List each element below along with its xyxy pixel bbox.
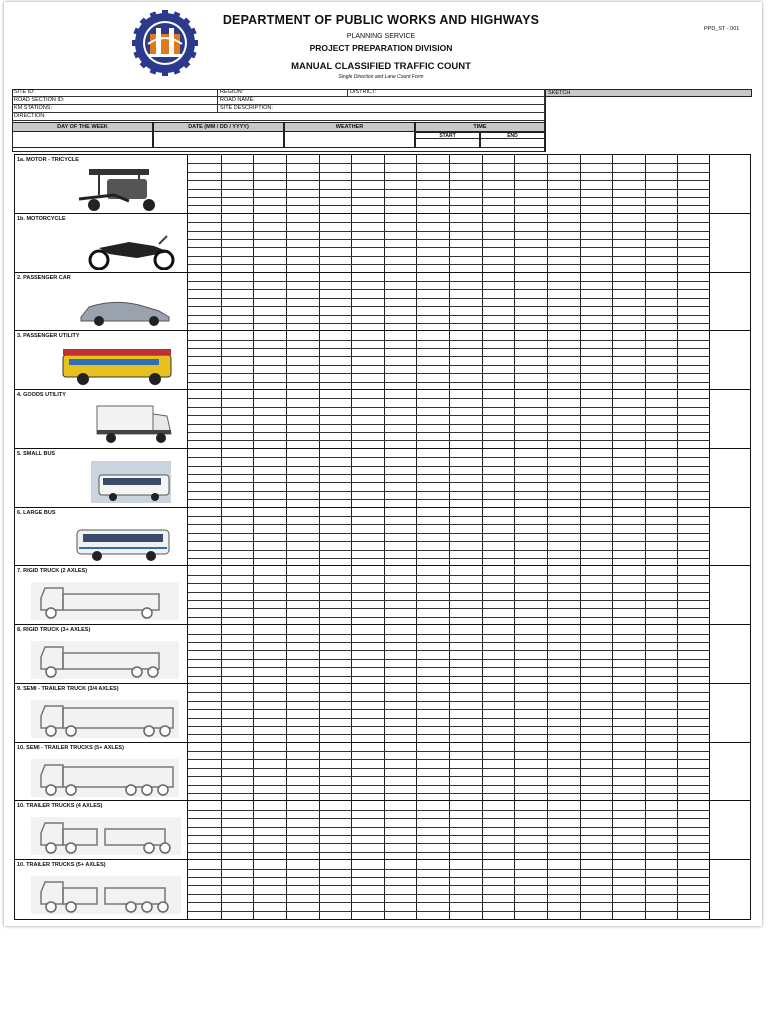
vehicle-class-section [15, 684, 750, 743]
vehicle-class-label: 6. LARGE BUS [17, 509, 56, 516]
tricycle-icon [19, 165, 183, 211]
division-name: PROJECT PREPARATION DIVISION [309, 43, 453, 53]
end-time-input[interactable] [480, 139, 545, 148]
tally-cells[interactable] [187, 273, 709, 331]
vehicle-class-label: 4. GOODS UTILITY [17, 392, 66, 399]
vehicle-class-section [15, 743, 750, 802]
total-column[interactable] [709, 684, 750, 742]
weather-header: WEATHER [284, 122, 415, 132]
tally-cells[interactable] [187, 743, 709, 801]
total-column[interactable] [709, 508, 750, 566]
tally-cells[interactable] [187, 214, 709, 272]
jeepney-icon [19, 341, 183, 387]
tally-cells[interactable] [187, 449, 709, 507]
vehicle-class-label: 3. PASSENGER UTILITY [17, 333, 80, 340]
tally-cells[interactable] [187, 684, 709, 742]
vehicle-class-label: 1a. MOTOR - TRICYCLE [17, 157, 79, 163]
vehicle-class-label: 1b. MOTORCYCLE [17, 215, 66, 222]
total-column[interactable] [709, 625, 750, 683]
vehicle-class-section [15, 273, 750, 332]
vehicle-class-label: 10. TRAILER TRUCKS (4 AXLES) [17, 803, 103, 810]
motorcycle-icon [19, 224, 183, 270]
vehicle-class-label: 8. RIGID TRUCK (3+ AXLES) [17, 627, 91, 634]
km-stations-field[interactable]: KM STATIONS: [12, 105, 218, 113]
semi-trailer-4-axle-icon [19, 694, 183, 740]
vehicle-class-section [15, 331, 750, 390]
vehicle-class-label: 10. TRAILER TRUCKS (5+ AXLES) [17, 862, 106, 869]
trailer-truck-4-axle-icon [19, 811, 183, 857]
large-bus-icon [19, 518, 183, 564]
start-time-header: START [415, 132, 480, 139]
traffic-count-grid [14, 154, 751, 920]
department-title: DEPARTMENT OF PUBLIC WORKS AND HIGHWAYS [222, 13, 540, 27]
vehicle-class-section [15, 214, 750, 273]
van-truck-icon [19, 400, 183, 446]
vehicle-class-label: 7. RIGID TRUCK (2 AXLES) [17, 568, 88, 575]
semi-trailer-5-axle-icon [19, 753, 183, 799]
road-name-field[interactable]: ROAD NAME: [218, 97, 545, 105]
date-input[interactable] [153, 132, 284, 148]
total-column[interactable] [709, 390, 750, 448]
day-of-week-header: DAY OF THE WEEK [12, 122, 153, 132]
trailer-truck-5-axle-icon [19, 870, 183, 916]
form-code: PPD_ST - 001 [704, 26, 740, 32]
total-column[interactable] [709, 331, 750, 389]
tally-cells[interactable] [187, 331, 709, 389]
tally-cells[interactable] [187, 566, 709, 624]
site-description-field[interactable]: SITE DESCRIPTION: [218, 105, 545, 113]
sketch-header: SKETCH [545, 89, 752, 97]
vehicle-class-section [15, 860, 750, 919]
road-section-id-field[interactable]: ROAD SECTION ID: [12, 97, 218, 105]
day-of-week-input[interactable] [12, 132, 153, 148]
vehicle-class-label: 9. SEMI - TRAILER TRUCK (3/4 AXLES) [17, 685, 119, 692]
total-column[interactable] [709, 743, 750, 801]
tally-cells[interactable] [187, 390, 709, 448]
vehicle-class-section [15, 566, 750, 625]
tally-cells[interactable] [187, 625, 709, 683]
form-subtitle: Single Direction and Lane Count Form [338, 74, 424, 80]
rigid-truck-2-axle-icon [19, 576, 183, 622]
vehicle-class-section [15, 508, 750, 567]
total-column[interactable] [709, 860, 750, 919]
form-title: MANUAL CLASSIFIED TRAFFIC COUNT [291, 61, 471, 72]
vehicle-class-label: 2. PASSENGER CAR [17, 274, 71, 281]
vehicle-class-section [15, 390, 750, 449]
direction-field[interactable]: DIRECTION: [12, 113, 545, 121]
service-name: PLANNING SERVICE [346, 33, 416, 40]
start-time-input[interactable] [415, 139, 480, 148]
total-column[interactable] [709, 801, 750, 859]
tally-cells[interactable] [187, 155, 709, 213]
district-field[interactable]: DISTRICT: [348, 89, 545, 97]
sketch-area[interactable] [545, 97, 752, 152]
total-column[interactable] [709, 449, 750, 507]
vehicle-class-label: 5. SMALL BUS [17, 450, 56, 457]
rigid-truck-3-axle-icon [19, 635, 183, 681]
form-sheet [4, 2, 762, 926]
vehicle-class-section [15, 449, 750, 508]
tally-cells[interactable] [187, 860, 709, 919]
total-column[interactable] [709, 273, 750, 331]
total-column[interactable] [709, 214, 750, 272]
site-id-field[interactable]: SITE ID: [12, 89, 218, 97]
time-header: TIME [415, 122, 545, 132]
vehicle-class-section [15, 155, 750, 214]
tally-cells[interactable] [187, 801, 709, 859]
tally-cells[interactable] [187, 508, 709, 566]
date-header: DATE (MM / DD / YYYY) [153, 122, 284, 132]
weather-input[interactable] [284, 132, 415, 148]
vehicle-class-section [15, 625, 750, 684]
end-time-header: END [480, 132, 545, 139]
car-icon [19, 283, 183, 329]
vehicle-class-label: 10. SEMI - TRAILER TRUCKS (5+ AXLES) [17, 744, 124, 751]
small-bus-icon [19, 459, 183, 505]
vehicle-class-section [15, 801, 750, 860]
dpwh-logo-icon [132, 10, 198, 76]
total-column[interactable] [709, 566, 750, 624]
total-column[interactable] [709, 155, 750, 213]
region-field[interactable]: REGION: [218, 89, 348, 97]
